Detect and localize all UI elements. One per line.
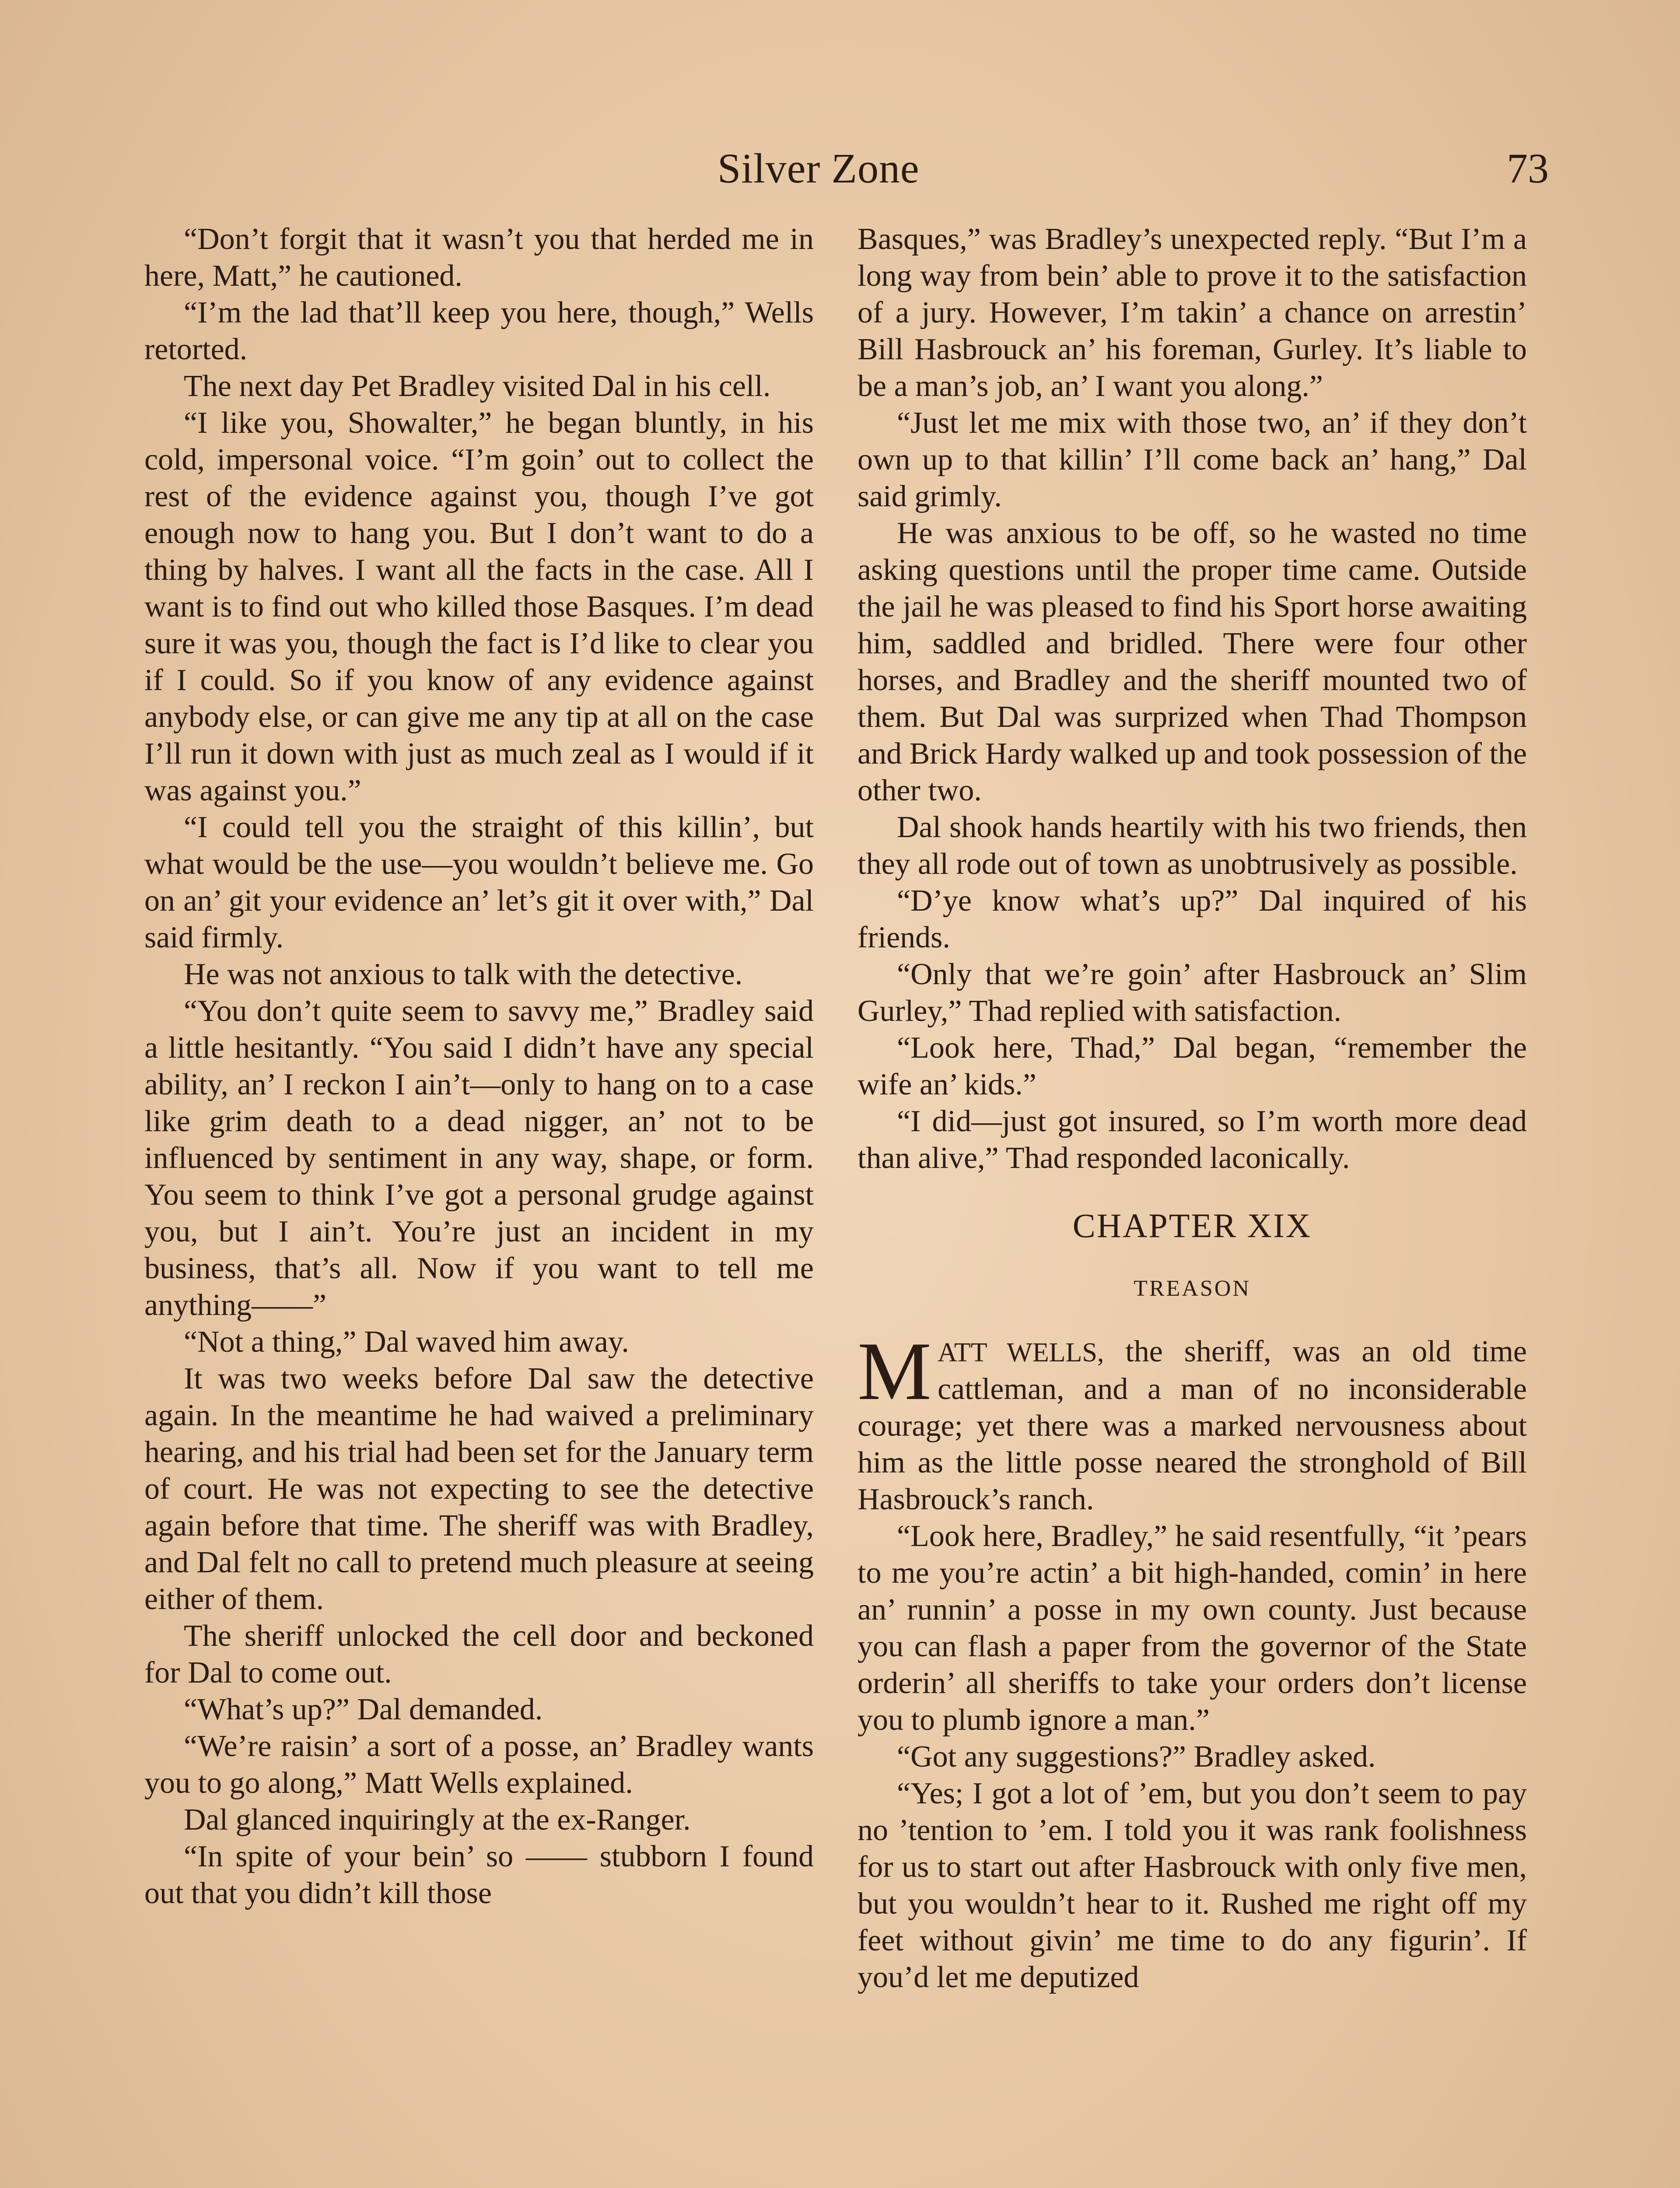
paragraph: “Look here, Bradley,” he said resentfully, “it ’pears to me you’re actin’ a bit high-handed, comin’ in here an’ runnin’ a posse in my own county. Just because you can flash a paper from the governor of the State orderin’ all sheriffs to take your orders don’t license you to plumb ignore a man.” [858,1519,1527,1737]
paragraph: The sheriff unlocked the cell door and beckoned for Dal to come out. [144,1619,814,1690]
chapter-title: CHAPTER XIX [1072,1206,1312,1245]
paragraph: “Just let me mix with those two, an’ if they don’t own up to that killin’ I’ll come back an’ hang,” Dal said grimly. [858,406,1527,513]
paragraph: He was anxious to be off, so he wasted no time asking questions until the proper time came. Outside the jail he was pleased to find his Sport horse awaiting him, saddled and bridled. There were four other horses, and Bradley and the sheriff mounted two of them. But Dal was surprized when Thad Thompson and Brick Hardy walked up and took possession of the other two. [858,516,1527,807]
page-number: 73 [1507,145,1549,192]
chapter-opening-paragraph [858,1325,1527,1518]
right-column [858,221,1527,1996]
paragraph: It was two weeks before Dal saw the detective again. In the meantime he had waived a preliminary hearing, and his trial had been set for the January term of court. He was not expecting to see the detective again before that time. The sheriff was with Bradley, and Dal felt no call to pretend much pleasure at seeing either of them. [144,1362,814,1616]
paragraph: “Yes; I got a lot of ’em, but you don’t seem to pay no ’tention to ’em. I told you it was rank foolishness for us to start out after Hasbrouck with only five men, but you wouldn’t hear to it. Rushed me right off my feet without givin’ me time to do any figurin’. If you’d let me deputized [858,1777,1527,1994]
paragraph: “I did—just got insured, so I’m worth more dead than alive,” Thad responded laconically. [858,1105,1527,1175]
paragraph: “Got any suggestions?” Bradley asked. [897,1740,1376,1774]
drop-cap: M [858,1325,931,1417]
paragraph: The next day Pet Bradley visited Dal in his cell. [184,369,771,403]
paragraph: “I like you, Showalter,” he began bluntly, in his cold, impersonal voice. “I’m goin’ out to collect the rest of the evidence against you, though I’ve got enough now to hang you. But I don’t want to do a thing by halves. I want all the facts in the case. All I want is to find out who killed those Basques. I’m dead sure it was you, though the fact is I’d like to clear you if I could. So if you know of any evidence against anybody else, or can give me any tip at all on the case I’ll run it down with just as much zeal as I would if it was against you.” [144,406,814,807]
left-column [144,221,814,1912]
paragraph: Basques,” was Bradley’s unexpected reply. “But I’m a long way from bein’ able to prove it to the satisfaction of a jury. However, I’m takin’ a chance on arrestin’ Bill Hasbrouck an’ his foreman, Gurley. It’s liable to be a man’s job, an’ I want you along.” [858,222,1527,403]
paragraph: “D’ye know what’s up?” Dal inquired of his friends. [858,884,1527,954]
paragraph: “In spite of your bein’ so —— stubborn I found out that you didn’t kill those [144,1840,814,1910]
page-header [718,127,1549,193]
paragraph: “I could tell you the straight of this killin’, but what would be the use—you wouldn’t believe me. Go on an’ git your evidence an’ let’s git it over with,” Dal said firmly. [144,810,814,954]
paragraph: “Not a thing,” Dal waved him away. [184,1325,629,1359]
running-title: Silver Zone [718,145,920,192]
paragraph: “You don’t quite seem to savvy me,” Bradley said a little hesitantly. “You said I didn’t have any special ability, an’ I reckon I ain’t—only to hang on to a case like grim death to a dead nigger, an’ not to be influenced by sentiment in any way, shape, or form. You seem to think I’ve got a personal grudge against you, but I ain’t. You’re just an incident in my business, that’s all. Now if you want to tell me anything——” [144,994,814,1322]
paragraph: He was not anxious to talk with the detective. [184,957,743,991]
chapter-subtitle: TREASON [1134,1276,1251,1301]
paragraph: “Look here, Thad,” Dal began, “remember the wife an’ kids.” [858,1031,1527,1101]
paragraph: “I’m the lad that’ll keep you here, though,” Wells retorted. [144,296,814,366]
opening-text: the sheriff, was an old time cattleman, and a man of no inconsiderable courage; yet there was a marked nervousness about him as the little posse neared the stronghold of Bill Hasbrouck’s ranch. [858,1335,1527,1516]
paragraph: “We’re raisin’ a sort of a posse, an’ Bradley wants you to go along,” Matt Wells explained. [144,1729,814,1800]
paragraph: “Don’t forgit that it wasn’t you that herded me in here, Matt,” he cautioned. [144,222,814,293]
paragraph: “What’s up?” Dal demanded. [184,1693,543,1726]
paragraph: Dal shook hands heartily with his two friends, then they all rode out of town as unobtrusively as possible. [858,810,1527,881]
opening-small-caps: ATT WELLS, [937,1338,1104,1368]
paragraph: Dal glanced inquiringly at the ex-Ranger. [184,1803,691,1837]
paragraph: “Only that we’re goin’ after Hasbrouck an’ Slim Gurley,” Thad replied with satisfaction. [858,957,1527,1028]
